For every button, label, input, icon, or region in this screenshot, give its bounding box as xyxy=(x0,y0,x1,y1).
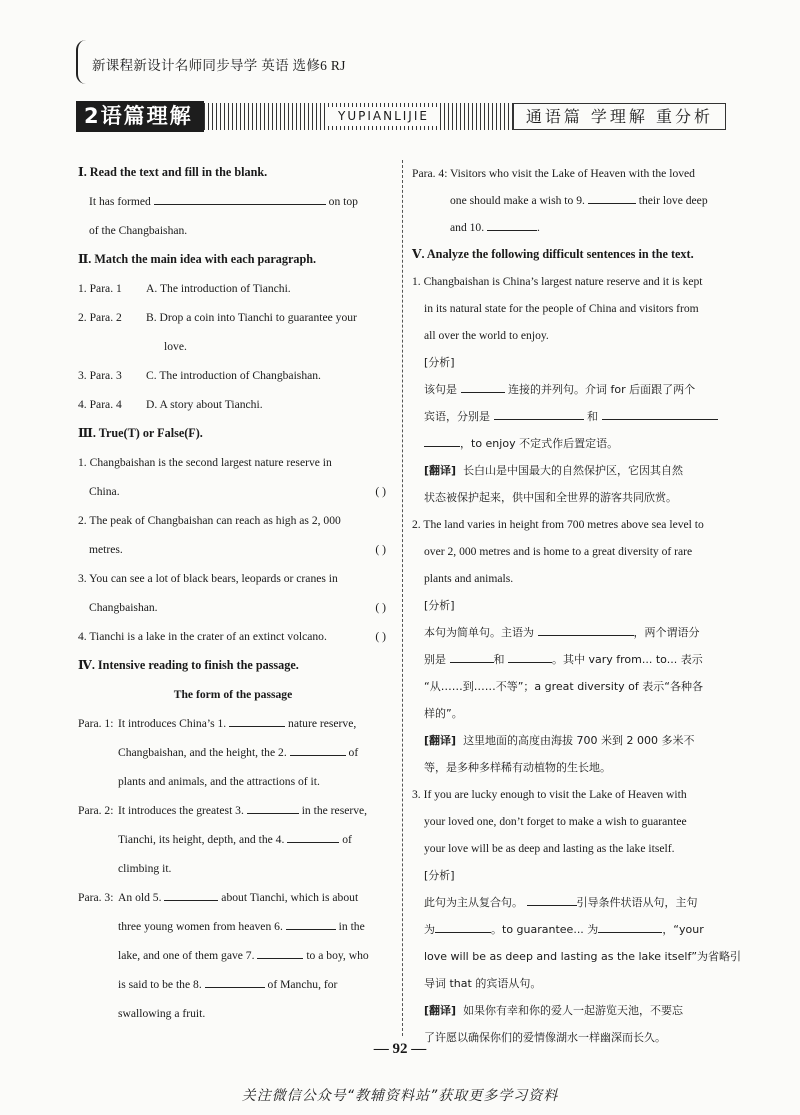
tf-q3-a: 3. You can see a lot of black bears, leopards or cranes in xyxy=(78,572,338,585)
para-2-line: climbing it. xyxy=(118,862,172,875)
section-4-title: Ⅳ. Intensive reading to finish the passage. xyxy=(78,658,299,672)
s1-text-end: on top xyxy=(328,195,358,208)
blank-2[interactable] xyxy=(290,743,346,756)
analysis-tag: [分析] xyxy=(424,356,455,369)
banner-number-title: 2语篇理解 xyxy=(76,101,204,132)
blank-3[interactable] xyxy=(247,801,299,814)
book-title: 新课程新设计名师同步导学 英语 选修6 RJ xyxy=(92,58,346,73)
para-3-line: swallowing a fruit. xyxy=(118,1007,206,1020)
para-1-line: Para. 1: It introduces China’s 1. nature reserve, xyxy=(78,709,388,738)
left-column xyxy=(78,158,388,1028)
s1-text: It has formed xyxy=(89,195,151,208)
translation-line: 等，是多种多样稀有动植物的生长地。 xyxy=(424,761,611,774)
tf-q1-a: 1. Changbaishan is the second largest nature reserve in xyxy=(78,456,332,469)
tf-q3-b: Changbaishan. ( ) xyxy=(78,593,388,622)
analysis-blank[interactable] xyxy=(435,920,491,933)
sentence-1: 1. Changbaishan is China’s largest nature reserve and it is kept xyxy=(412,275,703,288)
analysis-line: 别是 和 。其中 vary from... to... 表示 xyxy=(412,646,726,673)
sentence-1: in its natural state for the people of China and visitors from xyxy=(424,302,699,315)
sentence-2: over 2, 000 metres and is home to a great diversity of rare xyxy=(424,545,693,558)
tf-answer-paren[interactable]: ( ) xyxy=(375,630,386,643)
analysis-tag: [分析] xyxy=(424,869,455,882)
analysis-blank[interactable] xyxy=(494,407,584,420)
para-3-line: three young women from heaven 6. in the xyxy=(78,912,388,941)
sentence-2: 2. The land varies in height from 700 metres above sea level to xyxy=(412,518,704,531)
match-item-cont: love. xyxy=(164,340,187,353)
sentence-3: your love will be as deep and lasting as the lake itself. xyxy=(424,842,675,855)
blank-6[interactable] xyxy=(286,917,336,930)
translation-line: 状态被保护起来，供中国和全世界的游客共同欣赏。 xyxy=(424,491,677,504)
para-1-line: plants and animals, and the attractions of it. xyxy=(118,775,320,788)
analysis-line: 本句为简单句。主语为 ，两个谓语分 xyxy=(412,619,726,646)
header-bracket xyxy=(76,40,86,84)
sentence-2: plants and animals. xyxy=(424,572,514,585)
analysis-line: 为 。to guarantee... 为 ，“your xyxy=(412,916,726,943)
match-item: 4. Para. 4 D. A story about Tianchi. xyxy=(78,398,263,411)
para-4-line: and 10. . xyxy=(412,214,726,241)
analysis-tag: [分析] xyxy=(424,599,455,612)
analysis-line: “从……到……不等”；a great diversity of 表示“各种各 xyxy=(424,680,703,693)
analysis-line: 宾语，分别是 和 xyxy=(412,403,726,430)
sentence-3: 3. If you are lucky enough to visit the Lake of Heaven with xyxy=(412,788,687,801)
para-1-line: Changbaishan, and the height, the 2. of xyxy=(78,738,388,767)
translation-line: 了许愿以确保你们的爱情像湖水一样幽深而长久。 xyxy=(424,1031,666,1044)
para-3-line: is said to be the 8. of Manchu, for xyxy=(78,970,388,999)
analysis-blank[interactable] xyxy=(598,920,662,933)
blank-9[interactable] xyxy=(588,191,636,204)
right-column xyxy=(412,160,742,1051)
analysis-line: love will be as deep and lasting as the lake itself”为省略引 xyxy=(424,950,742,963)
banner-slogan: 通语篇 学理解 重分析 xyxy=(513,103,726,130)
analysis-blank[interactable] xyxy=(527,893,577,906)
para-4-line: Para. 4: Visitors who visit the Lake of Heaven with the loved xyxy=(412,167,695,180)
section-2-title: Ⅱ. Match the main idea with each paragraph. xyxy=(78,252,317,266)
para-2-line: Para. 2: It introduces the greatest 3. in the reserve, xyxy=(78,796,388,825)
analysis-blank[interactable] xyxy=(424,434,460,447)
blank-7[interactable] xyxy=(257,946,303,959)
analysis-line: 样的”。 xyxy=(424,707,463,720)
section-3-title: Ⅲ. True(T) or False(F). xyxy=(78,426,203,440)
section-5-title: Ⅴ. Analyze the following difficult sentences in the text. xyxy=(412,247,694,261)
tf-q2-a: 2. The peak of Changbaishan can reach as high as 2, 000 xyxy=(78,514,341,527)
tf-q1-b: China. ( ) xyxy=(78,477,388,506)
s1-line-2: of the Changbaishan. xyxy=(89,224,188,237)
sentence-1: all over the world to enjoy. xyxy=(424,329,549,342)
column-divider xyxy=(402,160,403,1036)
s1-blank[interactable] xyxy=(154,192,326,205)
analysis-line: 此句为主从复合句。 引导条件状语从句，主句 xyxy=(412,889,726,916)
match-item: 2. Para. 2 B. Drop a coin into Tianchi to guarantee your xyxy=(78,311,357,324)
tf-q4: 4. Tianchi is a lake in the crater of an extinct volcano. ( ) xyxy=(78,622,388,651)
match-item: 3. Para. 3 C. The introduction of Changbaishan. xyxy=(78,369,321,382)
analysis-blank[interactable] xyxy=(508,650,552,663)
tf-q2-b: metres. ( ) xyxy=(78,535,388,564)
analysis-blank[interactable] xyxy=(602,407,718,420)
match-item: 1. Para. 1 A. The introduction of Tianchi. xyxy=(78,282,291,295)
translation-line: [翻译] 这里地面的高度由海拔 700 米到 2 000 多米不 xyxy=(424,734,695,747)
analysis-blank[interactable] xyxy=(450,650,494,663)
analysis-line: 导词 that 的宾语从句。 xyxy=(424,977,542,990)
translation-line: [翻译] 长白山是中国最大的自然保护区，它因其自然 xyxy=(424,464,684,477)
translation-line: [翻译] 如果你有幸和你的爱人一起游览天池，不要忘 xyxy=(424,1004,684,1017)
section-banner xyxy=(76,101,726,132)
tf-answer-paren[interactable]: ( ) xyxy=(375,485,386,498)
analysis-blank[interactable] xyxy=(461,380,505,393)
passage-form-subtitle: The form of the passage xyxy=(173,688,293,701)
banner-pinyin: YUPIANLIJIE xyxy=(328,107,439,126)
analysis-line: ，to enjoy 不定式作后置定语。 xyxy=(412,430,726,457)
para-3-line: Para. 3: An old 5. about Tianchi, which is about xyxy=(78,883,388,912)
blank-10[interactable] xyxy=(487,218,537,231)
tf-answer-paren[interactable]: ( ) xyxy=(375,601,386,614)
blank-5[interactable] xyxy=(164,888,218,901)
para-4-line: one should make a wish to 9. their love deep xyxy=(412,187,726,214)
para-2-line: Tianchi, its height, depth, and the 4. of xyxy=(78,825,388,854)
blank-8[interactable] xyxy=(205,975,265,988)
blank-1[interactable] xyxy=(229,714,285,727)
footer-note: 关注微信公众号“教辅资料站”获取更多学习资料 xyxy=(241,1088,559,1104)
section-1-title: Ⅰ. Read the text and fill in the blank. xyxy=(78,165,268,179)
page-number: — 92 — xyxy=(373,1041,427,1057)
sentence-3: your loved one, don’t forget to make a wish to guarantee xyxy=(424,815,687,828)
blank-4[interactable] xyxy=(287,830,339,843)
analysis-line: 该句是 连接的并列句。介词 for 后面跟了两个 xyxy=(412,376,726,403)
analysis-blank[interactable] xyxy=(538,623,634,636)
tf-answer-paren[interactable]: ( ) xyxy=(375,543,386,556)
para-3-line: lake, and one of them gave 7. to a boy, who xyxy=(78,941,388,970)
s1-line-1 xyxy=(78,187,388,216)
